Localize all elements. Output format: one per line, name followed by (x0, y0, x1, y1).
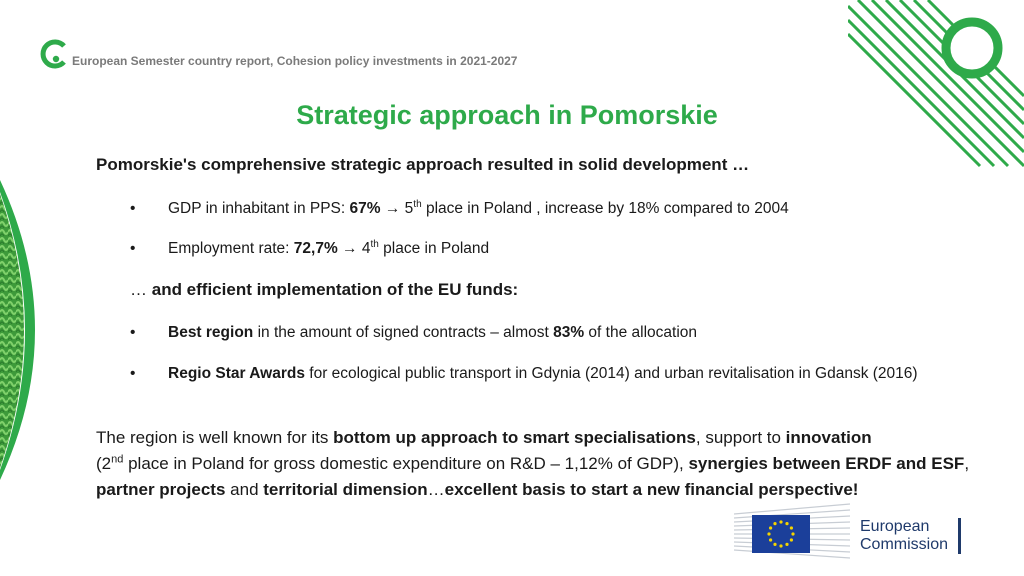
arrow-right-icon: → (384, 200, 401, 217)
bullet-text: place in Poland , increase by 18% compared to 2004 (421, 200, 789, 217)
paragraph-bold: territorial dimension (263, 480, 428, 499)
paragraph-bold: synergies between ERDF and ESF (688, 454, 965, 473)
paragraph-text: … (427, 480, 445, 499)
bullet-text: GDP in inhabitant in PPS: (168, 200, 350, 217)
bullet-rank-suffix: th (413, 198, 422, 210)
paragraph-superscript: nd (111, 453, 124, 466)
bullet-text: place in Poland (378, 240, 490, 257)
knitted-texture-decoration (0, 180, 60, 480)
bullet-marker: • (130, 200, 136, 217)
paragraph-bold: innovation (785, 428, 872, 447)
bullet-value: 83% (553, 324, 585, 341)
lead-statement: Pomorskie's comprehensive strategic approach resulted in solid development … (96, 155, 750, 174)
summary-paragraph (96, 425, 976, 503)
paragraph-bold: partner projects (96, 480, 226, 499)
ec-logo-divider (958, 518, 961, 554)
header-subtitle: European Semester country report, Cohesion policy investments in 2021-2027 (72, 54, 518, 68)
paragraph-text: The region is well known for its (96, 428, 334, 447)
ec-logo-line2: Commission (860, 536, 949, 553)
bullet-bold: Regio Star Awards (168, 365, 305, 382)
paragraph-text: , support to (695, 428, 786, 447)
bullet-rank-suffix: th (370, 238, 379, 250)
page-title: Strategic approach in Pomorskie (296, 100, 718, 130)
bullet-rank: 5 (404, 200, 414, 217)
bullet-marker: • (130, 240, 136, 257)
ec-logo-text (860, 518, 948, 554)
brand-c-icon (38, 38, 70, 70)
bullet-text: in the amount of signed contracts – almost (253, 324, 554, 341)
bullet-value: 67% (349, 200, 381, 217)
paragraph-text: , (964, 454, 970, 473)
sub-lead-bold: and efficient implementation of the EU funds: (151, 280, 519, 299)
paragraph-text: (2 (96, 454, 112, 473)
paragraph-bold: bottom up approach to smart specialisations (333, 428, 696, 447)
bullet-text: of the allocation (584, 324, 698, 341)
ellipsis-text: … (130, 280, 147, 299)
bullet-bold: Best region (168, 324, 254, 341)
paragraph-bold: excellent basis to start a new financial perspective! (444, 480, 859, 499)
bullet-text: for ecological public transport in Gdynia (2014) and urban revitalisation in Gdansk (2016) (304, 365, 918, 382)
ec-logo-line1: European (860, 518, 930, 535)
eu-flag-icon (752, 515, 810, 553)
sub-lead-statement (130, 280, 518, 300)
bullet-marker: • (130, 324, 136, 341)
paragraph-text: and (225, 480, 264, 499)
bullet-marker: • (130, 365, 136, 382)
bullet-text: Employment rate: (168, 240, 294, 257)
green-ring-icon (940, 16, 1004, 80)
bullet-rank: 4 (361, 240, 371, 257)
arrow-right-icon: → (342, 240, 358, 257)
paragraph-text: place in Poland for gross domestic expenditure on R&D – 1,12% of GDP), (123, 454, 689, 473)
bullet-value: 72,7% (293, 240, 338, 257)
